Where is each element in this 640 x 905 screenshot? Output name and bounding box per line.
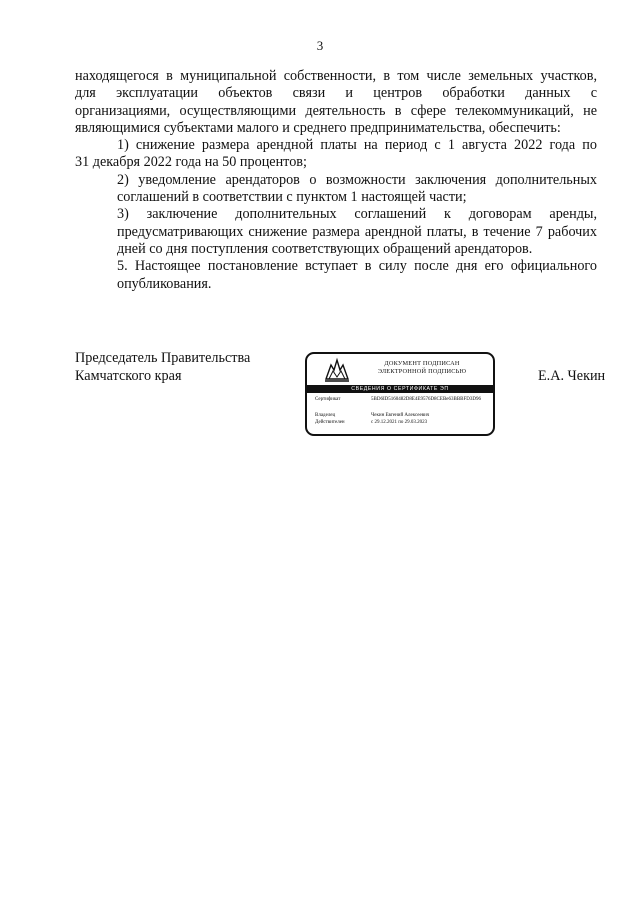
text-line: 31 декабря 2022 года на 50 процентов; bbox=[75, 154, 307, 171]
coat-of-arms-icon bbox=[323, 357, 351, 383]
stamp-heading bbox=[357, 360, 487, 375]
validity-value: с 29.12.2021 по 29.03.2023 bbox=[371, 420, 428, 425]
stamp-heading-line: ЭЛЕКТРОННОЙ ПОДПИСЬЮ bbox=[377, 367, 467, 375]
owner-label: Владелец bbox=[315, 413, 336, 418]
text-line: предусматривающих снижение размера арендной платы, в течение 7 рабочих bbox=[117, 223, 597, 240]
electronic-signature-stamp bbox=[305, 352, 495, 436]
signer-title-line: Председатель Правительства bbox=[75, 350, 251, 366]
signer-title bbox=[75, 350, 250, 385]
text-line: являющимися субъектами малого и среднего предпринимательства, обеспечить: bbox=[75, 119, 561, 136]
certificate-label: Сертификат bbox=[315, 397, 341, 402]
stamp-heading-line: ДОКУМЕНТ ПОДПИСАН bbox=[384, 360, 460, 367]
stamp-certificate-bar: СВЕДЕНИЯ О СЕРТИФИКАТЕ ЭП bbox=[307, 385, 493, 393]
text-line: опубликования. bbox=[117, 275, 212, 292]
text-line: организациями, осуществляющими деятельность в сфере телекоммуникаций, не bbox=[75, 102, 597, 119]
list-item-1 bbox=[75, 137, 597, 172]
signer-name: Е.А. Чекин bbox=[538, 368, 606, 384]
owner-value: Чекин Евгений Алексеевич bbox=[371, 413, 430, 418]
text-line: 1) снижение размера арендной платы на период с 1 августа 2022 года по bbox=[117, 137, 597, 154]
signer-title-line: Камчатского края bbox=[75, 367, 182, 384]
text-line: дней со дня поступления соответствующих обращений арендаторов. bbox=[117, 240, 533, 257]
text-line: 5. Настоящее постановление вступает в силу после дня его официального bbox=[117, 258, 597, 275]
list-item-3 bbox=[75, 206, 597, 258]
certificate-value: 5BD6ID5160482D8E4E9576D8CEBe63BBBFD3D96 bbox=[371, 397, 482, 402]
validity-label: Действителен bbox=[315, 420, 345, 425]
text-line: 2) уведомление арендаторов о возможности заключения дополнительных bbox=[117, 171, 597, 188]
text-line: 3) заключение дополнительных соглашений к договорам аренды, bbox=[117, 206, 597, 223]
list-item-2 bbox=[75, 172, 597, 207]
paragraph-item-5 bbox=[75, 258, 597, 293]
paragraph-intro bbox=[75, 68, 597, 137]
text-line: находящегося в муниципальной собственности, в том числе земельных участков, bbox=[75, 68, 597, 84]
stamp-header bbox=[307, 354, 493, 384]
text-line: для эксплуатации объектов связи и центров обработки данных с bbox=[75, 85, 597, 102]
text-line: соглашений в соответствии с пунктом 1 настоящей части; bbox=[117, 189, 467, 206]
page-number: 3 bbox=[316, 38, 324, 53]
document-body bbox=[75, 68, 597, 293]
